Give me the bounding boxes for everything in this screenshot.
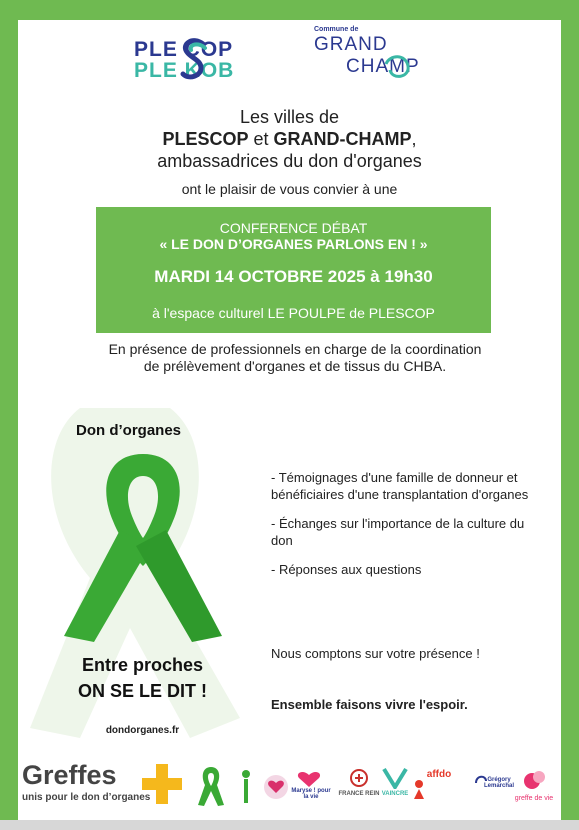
partner-maryse: Maryse ! pour la vie: [291, 788, 331, 800]
closing-line2: Ensemble faisons vivre l'espoir.: [271, 697, 468, 712]
intro-and: et: [248, 129, 274, 149]
vaincre-icon: [382, 767, 408, 789]
partner-vaincre: VAINCRE: [381, 791, 409, 797]
plescop-s-icon: [179, 38, 209, 82]
bullet-list: [271, 469, 541, 590]
plescop-line2: PLE KOB: [134, 59, 235, 82]
event-place: à l'espace culturel LE POULPE de PLESCOP: [152, 305, 435, 321]
greffe-de-vie-icon: [522, 767, 548, 793]
intro-line2: [0, 129, 579, 150]
slogan-line1: Entre proches: [81, 655, 204, 675]
plescop-name: PLESCOP: [162, 129, 249, 149]
bottom-strip: [0, 820, 579, 830]
intro-comma: ,: [411, 129, 417, 149]
partner-greffe-de-vie: greffe de vie: [514, 795, 554, 802]
green-ribbon-icon: [58, 446, 228, 646]
closing-line1: Nous comptons sur votre présence !: [271, 646, 480, 661]
footer-partners: [18, 755, 561, 820]
presence-text: En présence de professionnels en charge de la coordination de prélèvement d'organes et de tissus du CHBA.: [108, 341, 482, 374]
plescop-line1: PLE COP: [134, 38, 234, 61]
slogan-line2: ON SE LE DIT !: [77, 681, 207, 701]
grandchamp-line1: GRAND: [314, 34, 388, 55]
intro-line4: ont le plaisir de vous convier à une: [181, 181, 398, 197]
partner-affdo: affdo: [426, 769, 452, 780]
greffes-logo-title: Greffes: [22, 760, 117, 790]
partner-gregory: Grégory Lemarchal: [483, 777, 514, 789]
grandchamp-small: Commune de: [314, 26, 359, 33]
website-link[interactable]: dondorganes.fr: [105, 725, 180, 736]
grandchamp-line2: CHAMP: [346, 56, 420, 77]
greffes-logo-subtitle: unis pour le don d’organes: [22, 792, 151, 803]
plus-icon: [142, 764, 182, 804]
heart-circle-icon: [262, 773, 290, 801]
event-date: MARDI 14 OCTOBRE 2025 à 19h30: [154, 267, 433, 286]
grandchamp-swirl-icon: [382, 52, 412, 82]
bullet-item: - Réponses aux questions: [271, 562, 422, 577]
partner-france-rein: FRANCE REIN: [338, 791, 380, 797]
don-organes-title: Don d’organes: [76, 422, 182, 439]
event-title: « LE DON D’ORGANES PARLONS EN ! »: [159, 236, 428, 252]
grandchamp-name: GRAND-CHAMP: [273, 129, 412, 149]
bullet-item: - Témoignages d'une famille de donneur et bénéficiaires d'une transplantation d'organes: [271, 470, 529, 502]
bullet-item: - Échanges sur l'importance de la culture du don: [271, 516, 525, 548]
intro-line1: Les villes de: [239, 107, 340, 127]
header-logos: [0, 26, 579, 96]
event-box: [96, 207, 491, 333]
france-rein-icon: [348, 769, 370, 787]
grandchamp-logo: [312, 26, 442, 86]
maryse-heart-icon: [290, 769, 328, 789]
event-type: CONFERENCE DÉBAT: [219, 220, 368, 236]
figure-icon: [240, 769, 252, 805]
mini-ribbon-icon: [196, 765, 226, 807]
affdo-figure-icon: [412, 779, 426, 801]
plescop-logo: [134, 38, 274, 84]
intro-line3: ambassadrices du don d'organes: [157, 151, 422, 171]
